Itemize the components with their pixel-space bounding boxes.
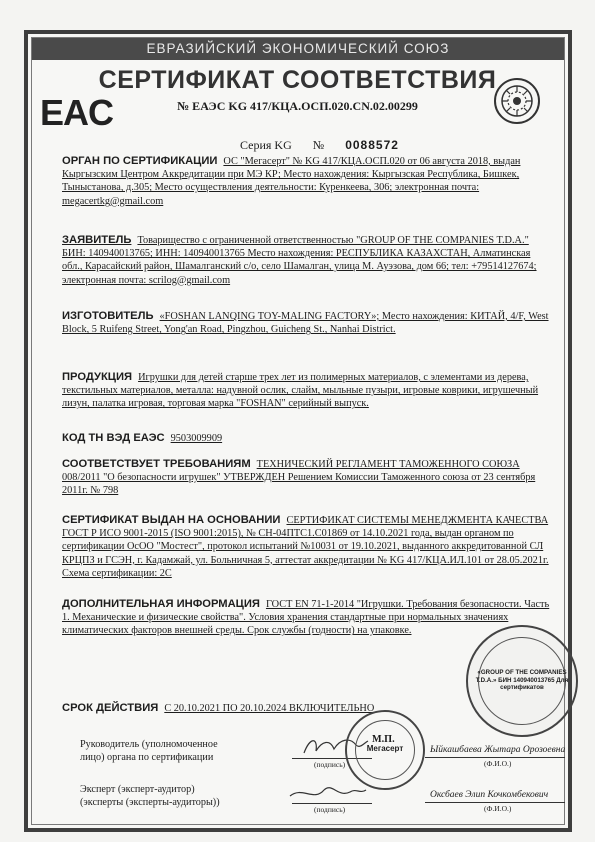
series-label: Серия KG xyxy=(240,138,292,152)
applicant-stamp xyxy=(466,625,578,737)
section-text: ТЕХНИЧЕСКИЙ РЕГЛАМЕНТ ТАМОЖЕННОГО СОЮЗА 008/2011 "О безопасности игрушек" УТВЕРЖДЕН Решением Комиссии Таможенного союза от 23 сентября 2011г. № 798 xyxy=(62,459,536,497)
union-banner: ЕВРАЗИЙСКИЙ ЭКОНОМИЧЕСКИЙ СОЮЗ xyxy=(32,38,564,60)
series-line xyxy=(240,138,417,153)
section-text: ОС "Мегасерт" № KG 417/КЦА.ОСП.020 от 06 августа 2018, выдан Кыргызским Центром Аккредитации при МЭ КР; Место нахождения: Кыргызская Республика, Бишкек, Тыныстанова, д.305; Место осуществления деятельности: Куренкеева, 306; электронная почта: megacertkg@gmail.com xyxy=(62,156,521,207)
series-number: 0088572 xyxy=(345,138,399,152)
section-organ xyxy=(62,155,552,208)
section-heading: ЗАЯВИТЕЛЬ xyxy=(62,234,132,246)
fio-caption: (Ф.И.О.) xyxy=(484,759,512,768)
head-signature-label: Руководитель (уполномоченное лицо) органа по сертификации xyxy=(80,739,218,763)
expert-signature-label: Эксперт (эксперт-аудитор) (эксперты (эксперты-аудиторы)) xyxy=(80,784,220,808)
sig-caption: (подпись) xyxy=(314,760,346,769)
section-heading: ИЗГОТОВИТЕЛЬ xyxy=(62,310,154,322)
section-complies xyxy=(62,458,552,498)
section-text: С 20.10.2021 ПО 20.10.2024 ВКЛЮЧИТЕЛЬНО xyxy=(164,703,375,714)
section-applicant xyxy=(62,234,552,287)
head-name: Ыйкашбаева Жытара Орозоевна xyxy=(430,745,566,755)
eac-logo: EAC xyxy=(40,92,114,133)
section-heading: ДОПОЛНИТЕЛЬНАЯ ИНФОРМАЦИЯ xyxy=(62,598,260,610)
section-heading: СООТВЕТСТВУЕТ ТРЕБОВАНИЯМ xyxy=(62,458,251,470)
eac-hologram-icon xyxy=(494,78,540,124)
section-heading: КОД ТН ВЭД ЕАЭС xyxy=(62,432,165,444)
section-text: «FOSHAN LANQING TOY-MALING FACTORY»; Место нахождения: КИТАЙ, 4/F, West Block, 5 Ruifeng Street, Yong'an Road, Pingzhou, Guicheng St., Nanhai District. xyxy=(62,311,549,336)
mp-label: М.П. xyxy=(372,734,395,745)
section-product xyxy=(62,371,552,411)
series-no-label: № xyxy=(312,138,325,152)
organ-stamp xyxy=(345,710,425,790)
section-additional xyxy=(62,598,552,638)
section-heading: ПРОДУКЦИЯ xyxy=(62,371,133,383)
certificate-title: СЕРТИФИКАТ СООТВЕТСТВИЯ xyxy=(98,66,497,94)
organ-stamp-text: Мегасерт xyxy=(366,744,404,753)
applicant-stamp-text: «GROUP OF THE COMPANIES T.D.A.» БИН 140940013765 Для сертификатов xyxy=(475,669,569,691)
section-text: 9503009909 xyxy=(170,433,223,444)
expert-name: Оксбаев Элип Кочкомбекович xyxy=(430,790,549,800)
expert-signature-scribble xyxy=(288,780,368,804)
section-heading: СЕРТИФИКАТ ВЫДАН НА ОСНОВАНИИ xyxy=(62,514,281,526)
section-heading: ОРГАН ПО СЕРТИФИКАЦИИ xyxy=(62,155,218,167)
section-basis xyxy=(62,514,552,580)
section-text: Товарищество с ограниченной ответственностью "GROUP OF THE COMPANIES T.D.A." БИН: 140940013765; ИНН: 140940013765 Место нахождения: РЕСПУБЛИКА КАЗАХСТАН, Алматинская обл., Карасайский район, Шамалганский с/о, село Шамалган, улица М. Ауэзова, дом 66; тел: +79514127674; электронная почта: scrilog@gmail.com xyxy=(62,235,537,286)
certificate-number: № ЕАЭС KG 417/КЦА.ОСП.020.CN.02.00299 xyxy=(177,99,418,113)
section-heading: СРОК ДЕЙСТВИЯ xyxy=(62,702,159,714)
section-tnved xyxy=(62,432,552,445)
section-manufacturer xyxy=(62,310,552,336)
section-text: СЕРТИФИКАТ СИСТЕМЫ МЕНЕДЖМЕНТА КАЧЕСТВА ГОСТ Р ИСО 9001-2015 (ISO 9001:2015), № CH-04ПТС1.C01869 от 14.10.2021 года, выдан органом по сертификации ОсОО "Мостест", протокол испытаний №10031 от 19.10.2021, выданного аккредитованной СЛ КРЦПЗ и ГСЭН, г. Кадамжай, ул. Больничная 5, аттестат аккредитации № KG 417/КЦА.ИЛ.101 от 28.05.2021г. Схема сертификации: 2С xyxy=(62,515,549,579)
fio-caption: (Ф.И.О.) xyxy=(484,804,512,813)
section-text: ГОСТ EN 71-1-2014 "Игрушки. Требования безопасности. Часть 1. Механические и физические свойства". Условия хранения стандартные при нормальных значениях климатических факторов внешней среды. Срок службы (годности) на упаковке. xyxy=(62,599,550,637)
sig-caption: (подпись) xyxy=(314,805,346,814)
section-text: Игрушки для детей старше трех лет из полимерных материалов, с элементами из дерева, текстильных материалов, металла: надувной ослик, слайм, мыльные пузыри, игровые коврики, игрушечный лизун, палатка игровая, торговая марка "FOSHAN" серийный выпуск. xyxy=(62,372,539,410)
